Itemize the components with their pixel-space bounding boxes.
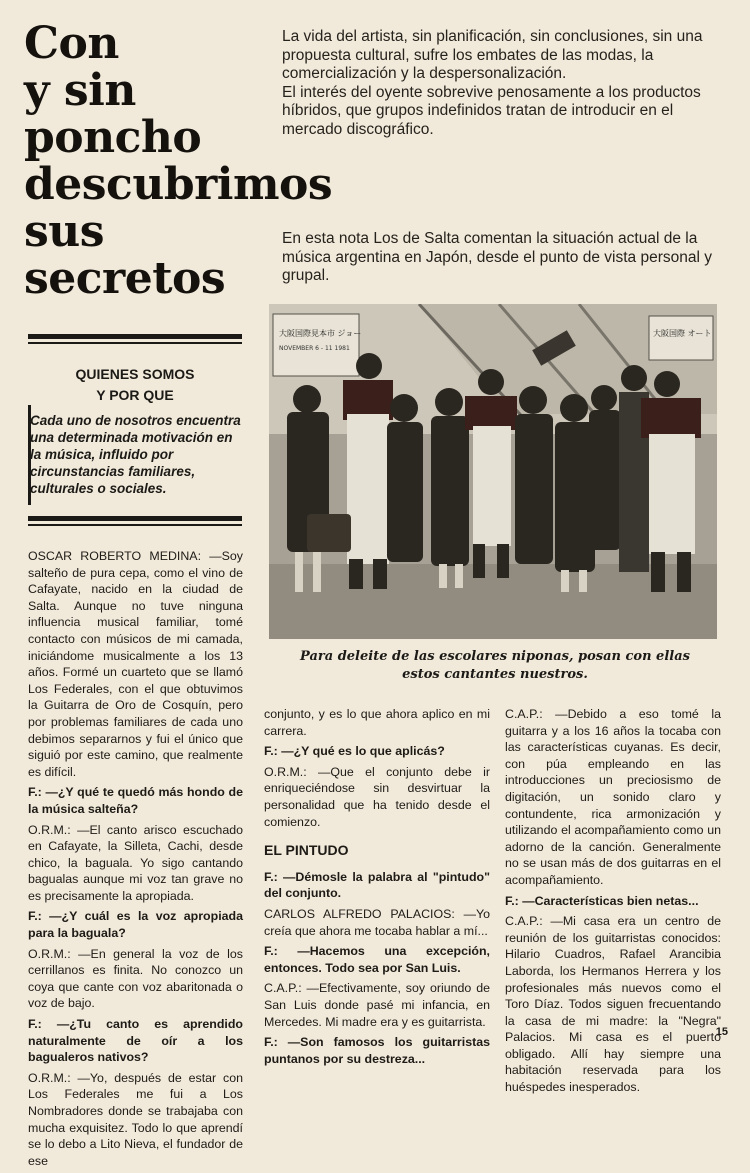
paragraph: C.A.P.: —Debido a eso tomé la guitarra y a los 16 años la tocaba con las características cuyanas. Es decir, con púa empleando en las introducciones un preciosismo de digitación, un sonido claro y contundente, rica armonización y utilizando el acompañamiento como un adorno de la canción. Generalmente no se usan más de dos guitarras en el acompañamiento. xyxy=(505,707,721,887)
question: F.: —Características bien netas... xyxy=(505,893,699,908)
group-photo xyxy=(269,304,717,639)
article-column-2 xyxy=(264,706,490,1071)
sign-left-text: 大阪国際見本市 ジョー xyxy=(279,329,362,338)
paragraph: C.A.P.: —Efectivamente, soy oriundo de San Luis donde pasé mi infancia, en Mercedes. Mi madre era y es guitarrista. xyxy=(264,981,490,1029)
paragraph: O.R.M.: —Que el conjunto debe ir enriqueciéndose sin desvirtuar la personalidad que ha tenido desde el comienzo. xyxy=(264,764,490,829)
headline-line: secretos xyxy=(24,253,226,304)
sign-left-date: NOVEMBER 6 - 11 1981 xyxy=(279,345,350,352)
question: F.: —¿Y qué es lo que aplicás? xyxy=(264,744,445,759)
paragraph: O.R.M.: —En general la voz de los cerrillanos es finita. No conozco un coya que cante con voz abaritonada o voz de bajo. xyxy=(28,946,243,1011)
paragraph: OSCAR ROBERTO MEDINA: —Soy salteño de pura cepa, como el vino de Cafayate, nacido en la ciudad de Salta. Aunque no tuve ninguna influencia musical familiar, tomé contacto con músicos de mi camada, iniciándome musicalmente a los 13 años. Formé un cuarteto que se llamó Los Federales, con el que obtuvimos la Guitarra de Oro de Cosquín, pero por problemas familiares de cada uno debimos separarnos y fui el único que siguió por este camino, que realmente es difícil. xyxy=(28,549,243,779)
question: F.: —¿Tu canto es aprendido naturalmente de oír a los bagualeros nativos? xyxy=(28,1017,243,1065)
paragraph: CARLOS ALFREDO PALACIOS: —Yo creía que ahora me tocaba hablar a mí... xyxy=(264,906,490,938)
page-number: 15 xyxy=(715,1026,728,1038)
subheading: EL PINTUDO xyxy=(264,842,349,859)
article-column-1 xyxy=(28,548,243,1173)
intro-paragraph: El interés del oyente sobrevive penosamente a los productos híbridos, que grupos indefinidos tratan de introducir en el mercado discográfico. xyxy=(282,83,701,138)
intro-text xyxy=(282,28,712,139)
article-column-3 xyxy=(505,706,721,1100)
paragraph: C.A.P.: —Mi casa era un centro de reunión de los guitarristas conocidos: Hilario Cuadros, Rafael Arancibia Laborda, los Hermanos Herrera y los profesionales más nuevos como el Toro Díaz. Todos siguen frecuentando la casa de mi madre: la "Negra" Palacios. Mi casa es el puerto obligado. Allí hay siempre una habitación reservada para los huéspedes inesperados. xyxy=(505,914,721,1095)
section-title-line: QUIENES SOMOS xyxy=(75,366,195,382)
question: F.: —Hacemos una excepción, entonces. Todo sea por San Luis. xyxy=(264,944,490,975)
question: F.: —¿Y qué te quedó más hondo de la música salteña? xyxy=(28,785,243,816)
question: F.: —Démosle la palabra al "pintudo" del conjunto. xyxy=(264,869,490,901)
question: F.: —¿Y cuál es la voz apropiada para la baguala? xyxy=(28,909,243,941)
divider-rule xyxy=(28,334,242,339)
headline-line: poncho xyxy=(24,112,202,163)
photo-caption: Para deleite de las escolares niponas, posan con ellas estos cantantes nuestros. xyxy=(300,649,690,682)
intro-paragraph: La vida del artista, sin planificación, sin conclusiones, sin una propuesta cultural, sufre los embates de las modas, la comercialización y la despersonalización. xyxy=(282,28,703,82)
sign-right-text: 大阪国際 オート xyxy=(653,329,712,338)
section-lead: Cada uno de nosotros encuentra una determinada motivación en la música, influido por circunstancias familiares, culturales o sociales. xyxy=(30,413,241,496)
paragraph: conjunto, y es lo que ahora aplico en mi carrera. xyxy=(264,707,490,738)
question: F.: —Son famosos los guitarristas puntanos por su destreza... xyxy=(264,1035,490,1066)
paragraph: O.R.M.: —Yo, después de estar con Los Federales me fui a Los Nombradores donde se trabajaba con mucha exquisitez. Todo lo que aprendí se lo debo a Lito Nieva, el fundador de ese xyxy=(28,1070,243,1168)
divider-rule xyxy=(28,524,242,526)
headline-line: descubrimos xyxy=(24,159,333,210)
headline-line: y sin xyxy=(24,65,136,116)
intro-secondary: En esta nota Los de Salta comentan la situación actual de la música argentina en Japón, desde el punto de vista personal y grupal. xyxy=(282,230,712,284)
divider-rule xyxy=(28,342,242,344)
photo-illustration xyxy=(269,304,717,639)
headline-line: Con xyxy=(24,18,119,69)
section-title-line: Y POR QUE xyxy=(96,387,174,403)
divider-rule xyxy=(28,516,242,521)
paragraph: O.R.M.: —El canto arisco escuchado en Cafayate, la Silleta, Cachi, desde chico, la baguala. Yo sigo cantando bagualas aunque mi voz tan grave no es precisamente la apropiada. xyxy=(28,822,243,903)
section-title xyxy=(30,364,240,406)
headline-line: sus xyxy=(24,206,105,257)
